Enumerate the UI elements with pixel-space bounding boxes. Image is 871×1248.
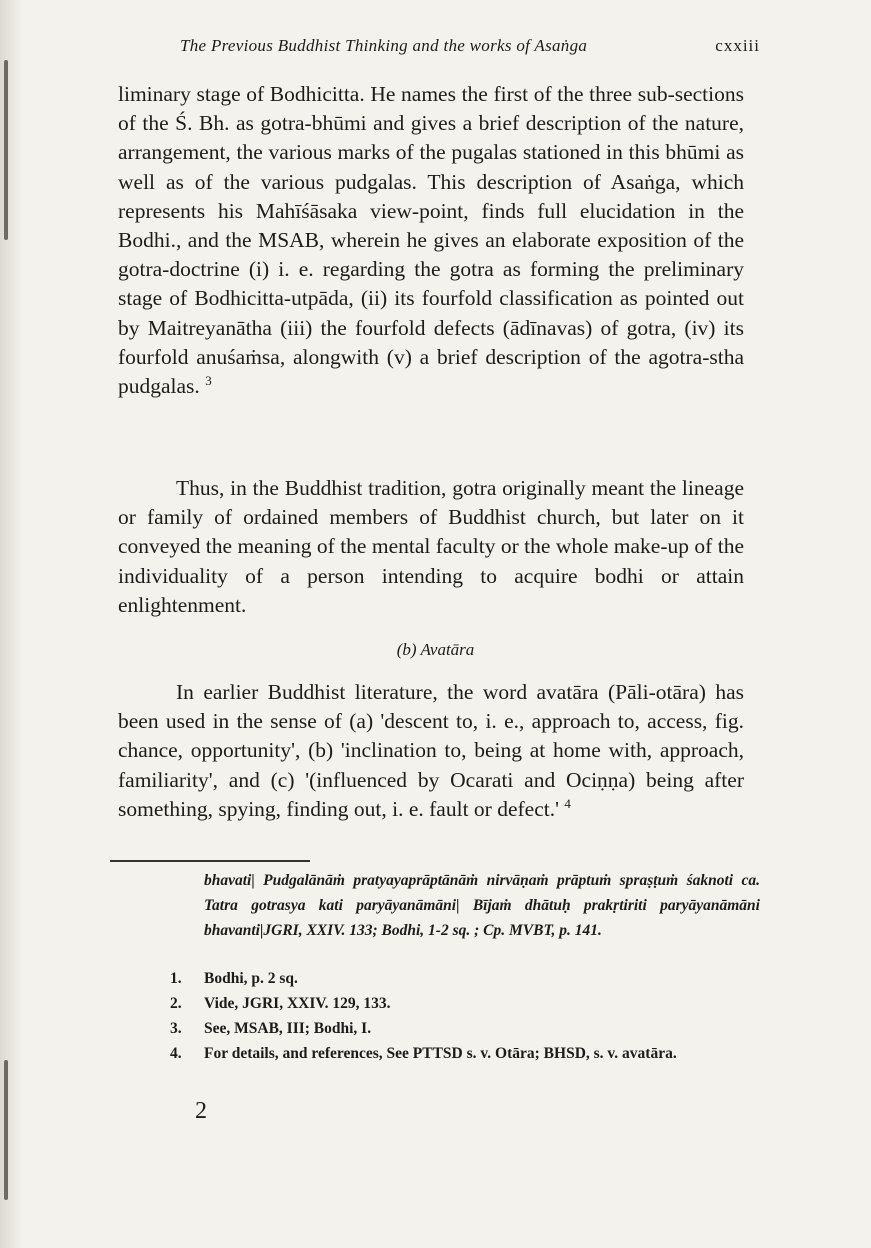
running-title: The Previous Buddhist Thinking and the works of Asaṅga [180, 36, 588, 55]
footnote-item [170, 991, 770, 1016]
running-header [180, 36, 760, 56]
footnote-rule [110, 860, 310, 862]
footnote-number: 1. [170, 970, 182, 987]
footnote-ref: 3 [205, 372, 212, 388]
footnote-continuation: bhavati| Pudgalānāṁ pratyayaprāptānāṁ nirvāṇaṁ prāptuṁ spraṣṭuṁ śaknoti ca. Tatra gotrasya kati paryāyanāmāni| Bījaṁ dhātuḥ prakṛtiriti paryāyanāmāni bhavanti|JGRI, XXIV. 133; Bodhi, 1-2 sq. ; Cp. MVBT, p. 141. [204, 872, 760, 939]
page-gutter [0, 0, 22, 1248]
paragraph-2: Thus, in the Buddhist tradition, gotra originally meant the lineage or family of ordained members of Buddhist church, but later on it conveyed the meaning of the mental faculty or the whole make-up of the individuality of a person intending to acquire bodhi or attain enlightenment. [118, 476, 744, 617]
footnote-text: For details, and references, See PTTSD s. v. Otāra; BHSD, s. v. avatāra. [204, 1045, 677, 1062]
paragraph-1-text: liminary stage of Bodhicitta. He names the first of the three sub-sections of the Ś. Bh. as gotra-bhūmi and gives a brief description of the nature, arrangement, the various marks of the pugalas stationed in this bhūmi as well as of the various pudgalas. This description of Asaṅga, which represents his Mahīśāsaka view-point, finds full elucidation in the Bodhi., and the MSAB, wherein he gives an elaborate exposition of the gotra-doctrine (i) i. e. regarding the gotra as forming the preliminary stage of Bodhicitta-utpāda, (ii) its fourfold classification as pointed out by Maitreyanātha (iii) the fourfold defects (ādīnavas) of gotra, (iv) its fourfold anuśaṁsa, alongwith (v) a brief description of the agotra-stha pudgalas. [118, 82, 744, 399]
footnote-ref: 4 [564, 795, 571, 811]
footnote-text: See, MSAB, III; Bodhi, I. [204, 1020, 372, 1037]
footnote-item [170, 966, 770, 991]
signature-mark: 2 [195, 1098, 207, 1124]
footnote-item [170, 1041, 770, 1066]
footnote-number: 4. [170, 1045, 182, 1062]
footnote-number: 3. [170, 1020, 182, 1037]
page-number: cxxiii [715, 36, 760, 55]
footnote-text: Vide, JGRI, XXIV. 129, 133. [204, 995, 391, 1012]
scan-edge-mark [4, 1060, 8, 1200]
scan-edge-mark [4, 60, 8, 240]
paragraph-3-text: In earlier Buddhist literature, the word avatāra (Pāli-otāra) has been used in the sense of (a) 'descent to, i. e., approach to, access, fig. chance, opportunity', (b) 'inclination to, being at home with, approach, familiarity', and (c) '(influenced by Ocarati and Ociṇṇa) being after something, spying, finding out, i. e. fault or defect.' [118, 680, 744, 821]
footnote-list [170, 966, 770, 1066]
paragraph-1 [118, 80, 744, 401]
paragraph-3 [118, 678, 744, 824]
footnote-item [170, 1016, 770, 1041]
footnote-number: 2. [170, 995, 182, 1012]
section-subheading: (b) Avatāra [396, 640, 475, 659]
footnote-text: Bodhi, p. 2 sq. [204, 970, 298, 987]
